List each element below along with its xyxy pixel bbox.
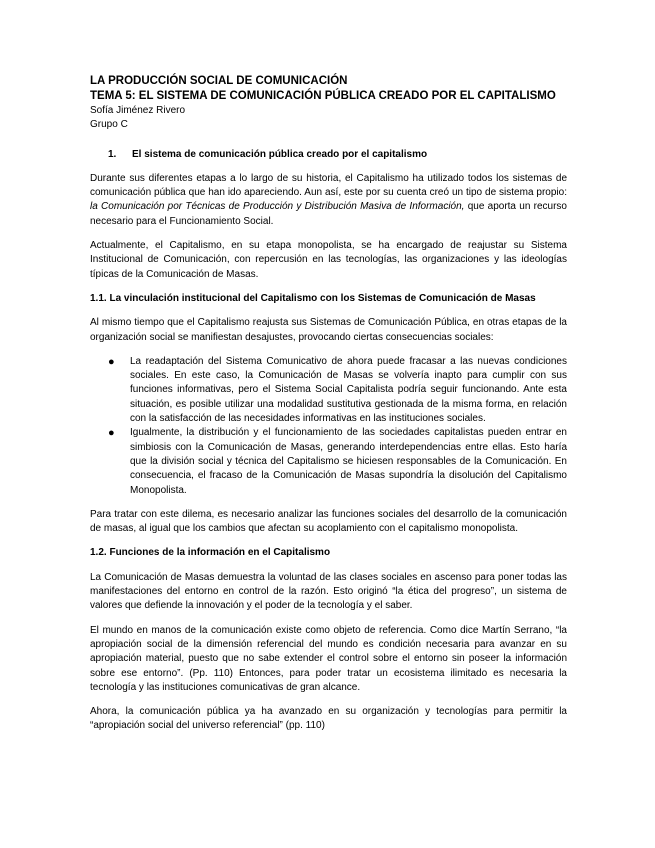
paragraph [90,172,567,229]
list-item [90,355,567,426]
list-item-text: La readaptación del Sistema Comunicativo de ahora puede fracasar a las nuevas condiciones sociales. En este caso, la Comunicación de Masas se volvería inapto para cumplir con sus funciones informativas, pero el Sistema Social Capitalista podría seguir funcionando. Ante esta situación, es posible utilizar una modalidad sustitutiva gestionada de la misma forma, en relación con la satisfacción de las necesidades informativas en las instituciones sociales. [130,355,567,425]
section-1-number: 1. [108,148,117,160]
bullet-icon: ● [108,427,115,440]
paragraph: Ahora, la comunicación pública ya ha avanzado en su organización y tecnologías para permitir la “apropiación social del universo referencial” (pp. 110) [90,706,567,732]
paragraph: Al mismo tiempo que el Capitalismo reajusta sus Sistemas de Comunicación Pública, en otras etapas de la organización social se manifiestan desajustes, provocando ciertas consecuencias sociales: [90,317,567,343]
document-subtitle: TEMA 5: EL SISTEMA DE COMUNICACIÓN PÚBLICA CREADO POR EL CAPITALISMO [90,90,556,102]
document-title: LA PRODUCCIÓN SOCIAL DE COMUNICACIÓN [90,75,348,87]
section-1-1-heading: 1.1. La vinculación institucional del Capitalismo con los Sistemas de Comunicación de Masas [90,292,536,304]
document-body [90,74,567,744]
paragraph: Para tratar con este dilema, es necesario analizar las funciones sociales del desarrollo de la comunicación de masas, al igual que los cambios que afectan su acoplamiento con el capitalismo monopolista. [90,508,567,535]
list-item [90,426,567,497]
section-1-heading-text: El sistema de comunicación pública creado por el capitalismo [132,148,428,160]
bullet-list [90,355,567,498]
section-1-heading [108,148,567,162]
paragraph: El mundo en manos de la comunicación existe como objeto de referencia. Como dice Martín Serrano, “la apropiación social de la dimensión referencial del mundo es condición necesaria para avanzar en su apropiación material, puesto que no sabe extender el control sobre el entorno sin poseer la información sobre ese entorno”. (Pp. 110) Entonces, para poder tratar un ecosistema ilimitado es necesaria la tecnología y las instituciones comunicativas de gran alcance. [90,624,567,693]
group-label: Grupo C [90,119,128,131]
section-1-2-heading: 1.2. Funciones de la información en el Capitalismo [90,547,331,559]
emphasized-text: la Comunicación por Técnicas de Producción y Distribución Masiva de Información, [90,201,465,213]
paragraph: Actualmente, el Capitalismo, en su etapa monopolista, se ha encargado de reajustar su Sistema Institucional de Comunicación, con repercusión en las tecnologías, las organizaciones y las ideologías típicas de la Comunicación de Masas. [90,240,567,280]
bullet-icon: ● [108,355,115,368]
list-item-text: Igualmente, la distribución y el funcionamiento de las sociedades capitalistas pueden entrar en simbiosis con la Comunicación de Masas, generando interdependencias entre ellas. Esto haría que la división social y técnica del Capitalismo se hiciesen responsables de la Comunicación. En consecuencia, el fracaso de la Comunicación de Masas supondría la disolución del Capitalismo Monopolista. [130,427,567,496]
paragraph-text: que aporta un recurso necesario para el Funcionamiento Social. [90,201,567,227]
author-name: Sofía Jiménez Rivero [90,105,186,116]
paragraph-text: Durante sus diferentes etapas a lo largo de su historia, el Capitalismo ha utilizado todos los sistemas de comunicación pública que han ido apareciendo. Aun así, este por su cuenta creó un tipo de sistema propio: [90,172,567,199]
paragraph: La Comunicación de Masas demuestra la voluntad de las clases sociales en ascenso para poner todas las manifestaciones del entorno en control de la razón. Esto originó “la ética del progreso”, un sistema de valores que defiende la innovación y el poder de la tecnología y el saber. [90,571,567,612]
